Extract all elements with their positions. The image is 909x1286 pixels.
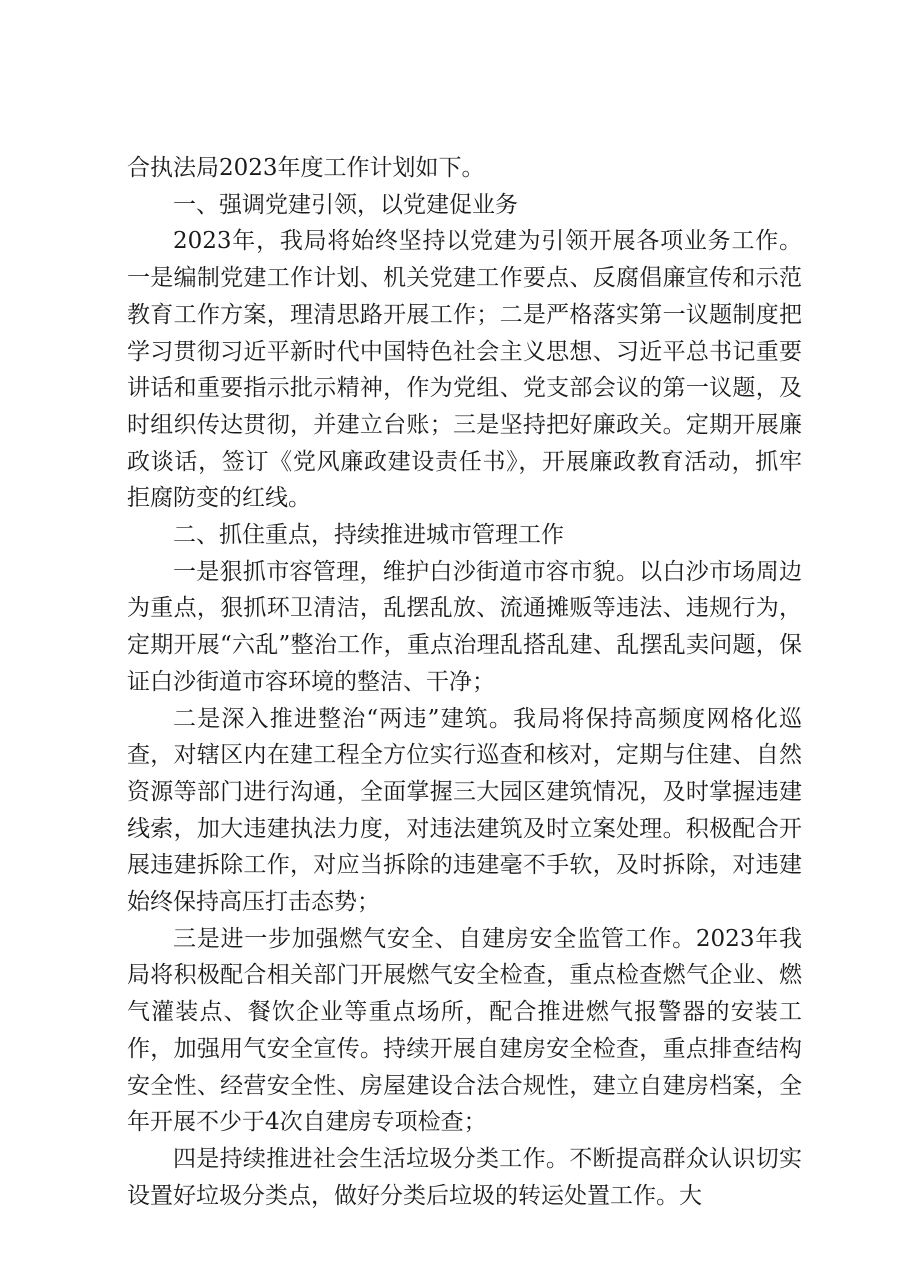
paragraph-gas-safety: 三是进一步加强燃气安全、自建房安全监管工作。2023年我局将积极配合相关部门开展燃气安全检查，重点检查燃气企业、燃气灌装点、餐饮企业等重点场所，配合推进燃气报警器的安装工作，加强用气安全宣传。持续开展自建房安全检查，重点排查结构安全性、经营安全性、房屋建设合法合规性，建立自建房档案，全年开展不少于4次自建房专项检查；	[127, 925, 802, 1136]
paragraph-party-building: 2023年，我局将始终坚持以党建为引领开展各项业务工作。一是编制党建工作计划、机关党建工作要点、反腐倡廉宣传和示范教育工作方案，理清思路开展工作；二是严格落实第一议题制度把学习贯彻习近平新时代中国特色社会主义思想、习近平总书记重要讲话和重要指示批示精神，作为党组、党支部会议的第一议题，及时组织传达贯彻，并建立台账；三是坚持把好廉政关。定期开展廉政谈话，签订《党风廉政建设责任书》，开展廉政教育活动，抓牢拒腐防变的红线。	[127, 228, 802, 512]
document-body	[127, 150, 802, 1214]
paragraph-illegal-buildings: 二是深入推进整治“两违”建筑。我局将保持高频度网格化巡查，对辖区内在建工程全方位实行巡查和核对，定期与住建、自然资源等部门进行沟通，全面掌握三大园区建筑情况，及时掌握违建线索，加大违建执法力度，对违法建筑及时立案处理。积极配合开展违建拆除工作，对应当拆除的违建毫不手软，及时拆除，对违建始终保持高压打击态势；	[127, 705, 802, 916]
section-heading-1: 一、强调党建引领，以党建促业务	[173, 191, 518, 218]
paragraph-intro: 合执法局2023年度工作计划如下。	[127, 155, 485, 181]
section-heading-2: 二、抓住重点，持续推进城市管理工作	[173, 522, 564, 549]
paragraph-city-appearance: 一是狠抓市容管理，维护白沙街道市容市貌。以白沙市场周边为重点，狠抓环卫清洁，乱摆乱放、流通摊贩等违法、违规行为，定期开展“六乱”整治工作，重点治理乱搭乱建、乱摆乱卖问题，保证白沙街道市容环境的整洁、干净；	[127, 558, 802, 695]
paragraph-garbage-sorting: 四是持续推进社会生活垃圾分类工作。不断提高群众认识切实设置好垃圾分类点，做好分类后垃圾的转运处置工作。大	[127, 1145, 802, 1209]
